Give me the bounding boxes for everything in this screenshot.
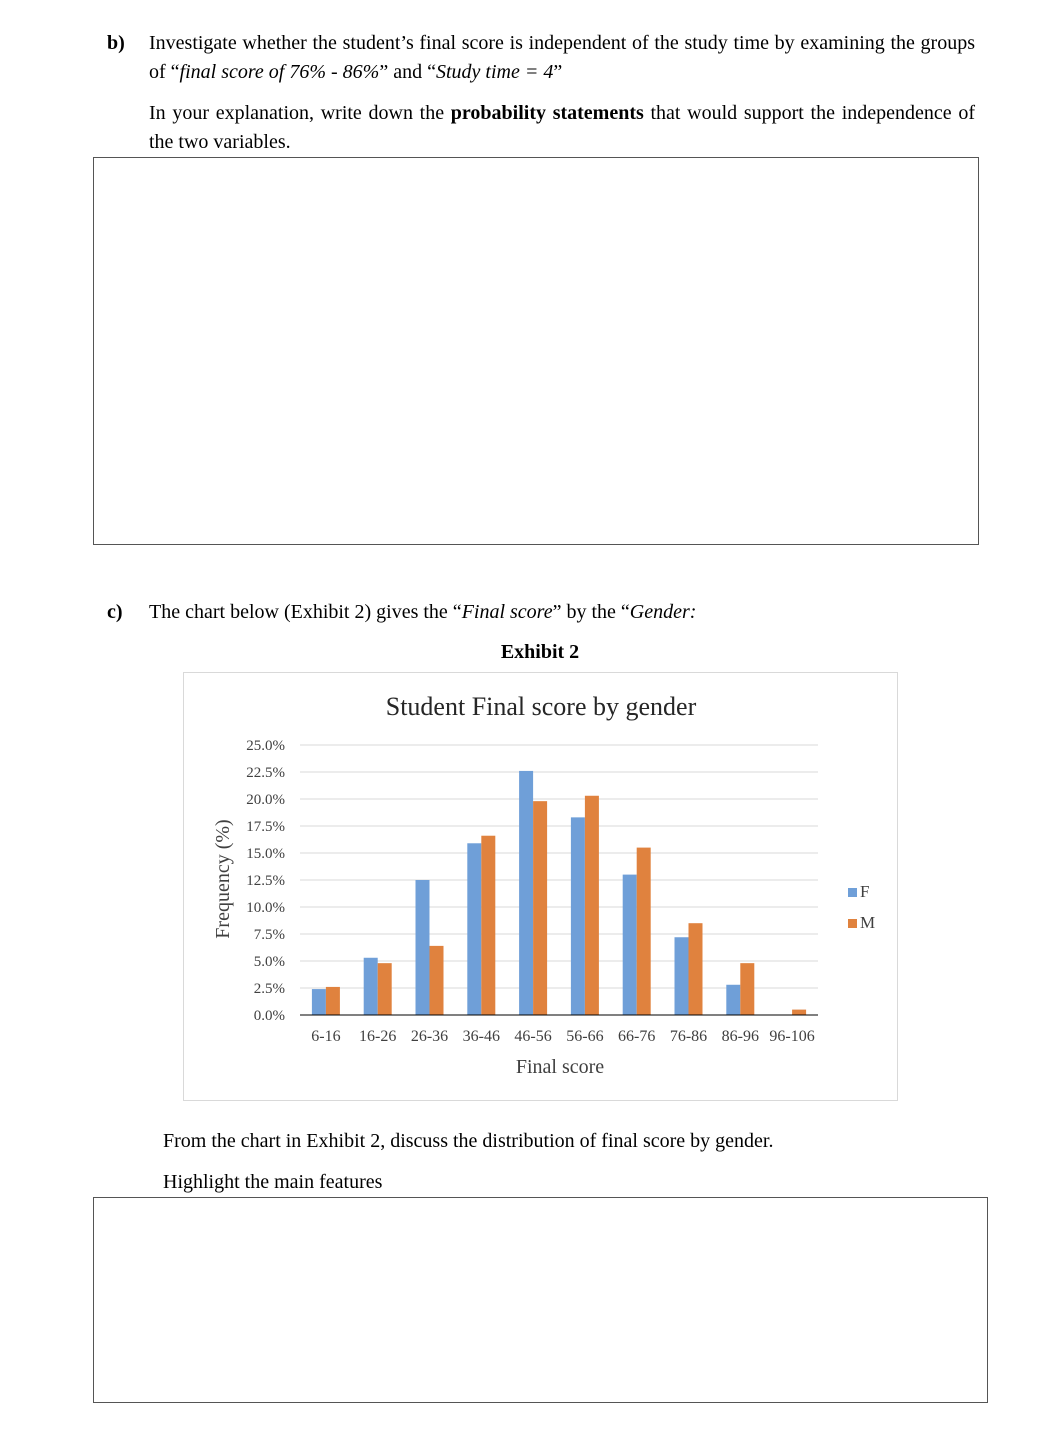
part-b-instruction	[149, 99, 975, 157]
exhibit-title: Exhibit 2	[500, 641, 580, 663]
bar-F-56-66	[571, 817, 585, 1015]
part-c-question-1: From the chart in Exhibit 2, discuss the distribution of final score by gender.	[163, 1130, 774, 1152]
part-c-em-final-score: Final score	[461, 601, 553, 623]
y-tick-label: 5.0%	[253, 954, 285, 970]
x-category-label: 86-96	[721, 1028, 759, 1045]
y-tick-label: 20.0%	[246, 792, 285, 808]
y-tick-label: 17.5%	[246, 819, 285, 835]
bar-M-6-16	[326, 987, 340, 1015]
x-category-label: 66-76	[618, 1028, 656, 1045]
part-b-question	[149, 29, 975, 87]
bar-M-76-86	[689, 923, 703, 1015]
y-tick-label: 10.0%	[246, 900, 285, 916]
bar-F-86-96	[726, 985, 740, 1015]
y-tick-label: 0.0%	[253, 1008, 285, 1024]
bar-F-46-56	[519, 771, 533, 1015]
y-tick-label: 12.5%	[246, 873, 285, 889]
y-tick-label: 15.0%	[246, 846, 285, 862]
bar-F-6-16	[312, 989, 326, 1015]
legend-swatch-F	[848, 888, 857, 897]
x-category-label: 6-16	[311, 1028, 341, 1045]
x-category-label: 56-66	[566, 1028, 604, 1045]
x-category-label: 46-56	[514, 1028, 552, 1045]
part-b-text-1: Investigate whether the student’s final score is independent of the study time by examining the groups of “	[149, 32, 975, 83]
bar-M-26-36	[430, 946, 444, 1015]
x-category-label: 26-36	[410, 1028, 449, 1045]
x-axis-title: Final score	[515, 1056, 605, 1078]
bar-M-96-106	[792, 1010, 806, 1015]
y-tick-label: 25.0%	[246, 738, 285, 754]
part-b-instr-2: that would support the independence of the two variables.	[149, 102, 975, 153]
y-axis-ticks	[246, 738, 285, 1024]
part-c-answer-box[interactable]	[93, 1197, 988, 1403]
part-c-em-gender: Gender:	[629, 601, 697, 623]
x-category-label: 36-46	[462, 1028, 500, 1045]
part-b-instr-bold: probability statements	[450, 102, 644, 124]
part-c-intro-2: ” by the “	[552, 601, 630, 623]
legend-label-M: M	[860, 913, 876, 932]
part-b-label: b)	[107, 32, 125, 54]
part-b-text-2: ” and “	[379, 61, 436, 83]
y-tick-label: 22.5%	[246, 765, 285, 781]
part-c-label: c)	[107, 601, 123, 623]
x-category-label: 16-26	[359, 1028, 397, 1045]
bar-F-26-36	[416, 880, 430, 1015]
part-b-text-3: ”	[553, 61, 563, 83]
part-c-intro-1: The chart below (Exhibit 2) gives the “	[149, 601, 462, 623]
y-axis-title: Frequency (%)	[212, 819, 234, 939]
part-b-instr-1: In your explanation, write down the	[149, 102, 451, 124]
bars	[312, 771, 806, 1015]
final-score-by-gender-chart	[184, 673, 897, 1100]
legend-label-F: F	[860, 882, 870, 901]
bar-M-56-66	[585, 796, 599, 1015]
legend-swatch-M	[848, 919, 857, 928]
bar-F-36-46	[467, 843, 481, 1015]
bar-F-16-26	[364, 958, 378, 1015]
y-tick-label: 7.5%	[253, 927, 285, 943]
part-b-answer-box[interactable]	[93, 157, 979, 545]
bar-M-66-76	[637, 848, 651, 1015]
bar-M-86-96	[740, 963, 754, 1015]
part-c-question-2: Highlight the main features	[163, 1171, 383, 1193]
x-axis-categories	[311, 1028, 815, 1045]
bar-M-36-46	[481, 836, 495, 1015]
legend	[848, 882, 875, 932]
part-b-em-final-score: final score of 76% - 86%	[179, 61, 380, 83]
chart-frame	[183, 672, 898, 1101]
bar-M-16-26	[378, 963, 392, 1015]
y-tick-label: 2.5%	[253, 981, 285, 997]
x-category-label: 96-106	[769, 1028, 815, 1045]
part-c-intro	[149, 598, 975, 627]
bar-M-46-56	[533, 801, 547, 1015]
gridlines	[300, 745, 818, 988]
x-category-label: 76-86	[669, 1028, 708, 1045]
part-b-em-study-time: Study time = 4	[435, 61, 554, 83]
bar-F-66-76	[623, 875, 637, 1015]
chart-title: Student Final score by gender	[385, 692, 697, 721]
bar-F-76-86	[675, 937, 689, 1015]
